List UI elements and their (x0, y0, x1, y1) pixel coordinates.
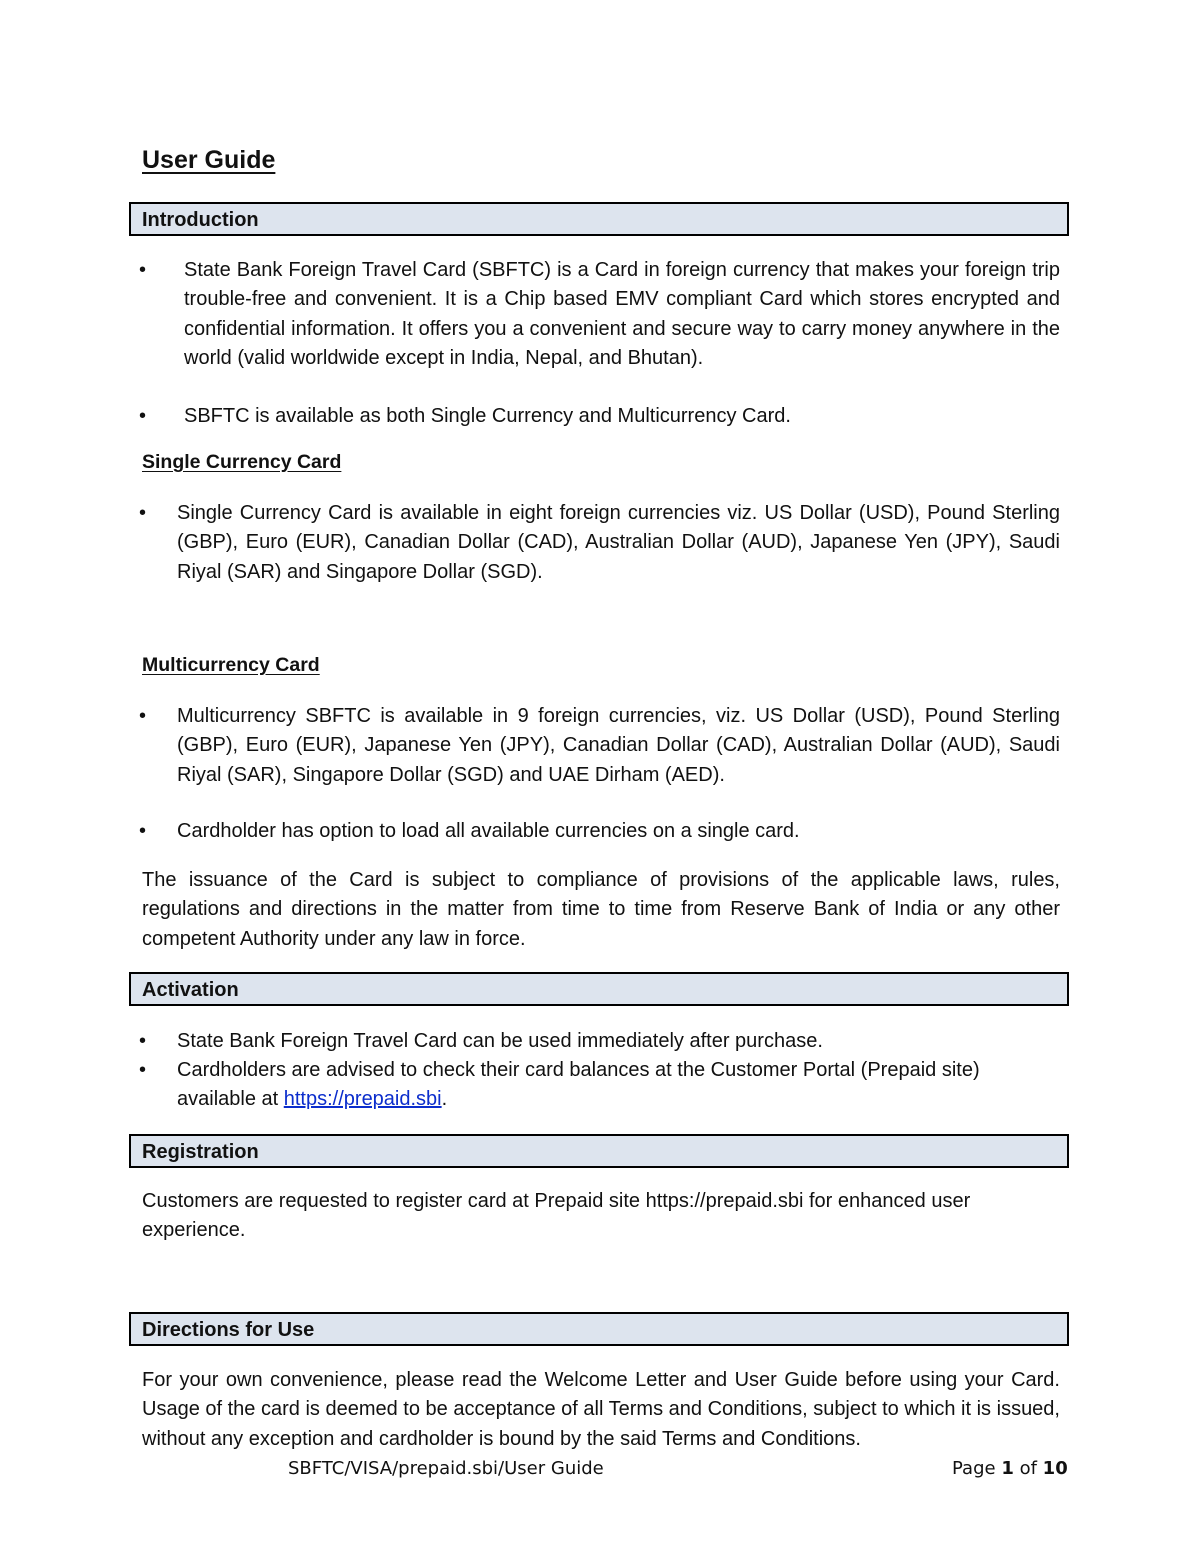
footer-page-number (952, 1458, 1068, 1479)
list-item-end: . (441, 1088, 448, 1111)
section-header-introduction (129, 202, 1069, 236)
bullet-icon: • (139, 405, 147, 427)
subheading-multicurrency: Multicurrency Card (142, 654, 320, 676)
section-heading: Introduction (142, 209, 259, 231)
list-item: SBFTC is available as both Single Currency and Multicurrency Card. (184, 405, 791, 427)
page-title: User Guide (142, 146, 276, 174)
footer-document-id: SBFTC/VISA/prepaid.sbi/User Guide (288, 1458, 604, 1479)
prepaid-site-link[interactable]: https://prepaid.sbi (283, 1088, 442, 1111)
registration-paragraph: Customers are requested to register card at Prepaid site https://prepaid.sbi for enhanced user experience. (142, 1190, 971, 1242)
compliance-paragraph: The issuance of the Card is subject to compliance of provisions of the applicable laws, rules, regulations and directions in the matter from time to time from Reserve Bank of India or any other competent Authority under any law in force. (142, 869, 1060, 950)
bullet-icon: • (139, 1059, 147, 1081)
bullet-icon: • (139, 502, 147, 524)
bullet-icon: • (139, 820, 147, 842)
section-header-registration (129, 1134, 1069, 1168)
list-item: State Bank Foreign Travel Card (SBFTC) is a Card in foreign currency that makes your foreign trip trouble-free and convenient. It is a Chip based EMV compliant Card which stores encrypted and confidential information. It offers you a convenient and secure way to carry money anywhere in the world (valid worldwide except in India, Nepal, and Bhutan). (184, 259, 1060, 369)
page-of: of (1019, 1458, 1037, 1479)
list-item: Cardholder has option to load all available currencies on a single card. (177, 820, 800, 842)
list-item-text: Cardholders are advised to check their card balances at the Customer Portal (Prepaid site) available at (177, 1059, 980, 1111)
section-heading: Activation (142, 979, 239, 1001)
section-heading: Registration (142, 1141, 259, 1163)
section-header-directions (129, 1312, 1069, 1346)
section-header-activation (129, 972, 1069, 1006)
page-total: 10 (1042, 1458, 1068, 1479)
bullet-icon: • (139, 1030, 147, 1052)
bullet-icon: • (139, 259, 147, 281)
list-item: Multicurrency SBFTC is available in 9 foreign currencies, viz. US Dollar (USD), Pound Sterling (GBP), Euro (EUR), Japanese Yen (JPY), Canadian Dollar (CAD), Australian Dollar (AUD), Saudi Riyal (SAR), Singapore Dollar (SGD) and UAE Dirham (AED). (177, 705, 1060, 786)
list-item: State Bank Foreign Travel Card can be used immediately after purchase. (177, 1030, 823, 1052)
bullet-icon: • (139, 705, 147, 727)
subheading-single-currency: Single Currency Card (142, 451, 342, 473)
section-heading: Directions for Use (142, 1319, 315, 1341)
list-item (177, 1056, 1060, 1115)
directions-paragraph: For your own convenience, please read the Welcome Letter and User Guide before using your Card. Usage of the card is deemed to be acceptance of all Terms and Conditions, subject to which it is issued, without any exception and cardholder is bound by the said Terms and Conditions. (142, 1369, 1060, 1450)
list-item: Single Currency Card is available in eight foreign currencies viz. US Dollar (USD), Pound Sterling (GBP), Euro (EUR), Canadian Dollar (CAD), Australian Dollar (AUD), Japanese Yen (JPY), Saudi Riyal (SAR) and Singapore Dollar (SGD). (177, 502, 1060, 583)
page-current: 1 (1001, 1458, 1014, 1479)
page-label: Page (952, 1458, 996, 1479)
